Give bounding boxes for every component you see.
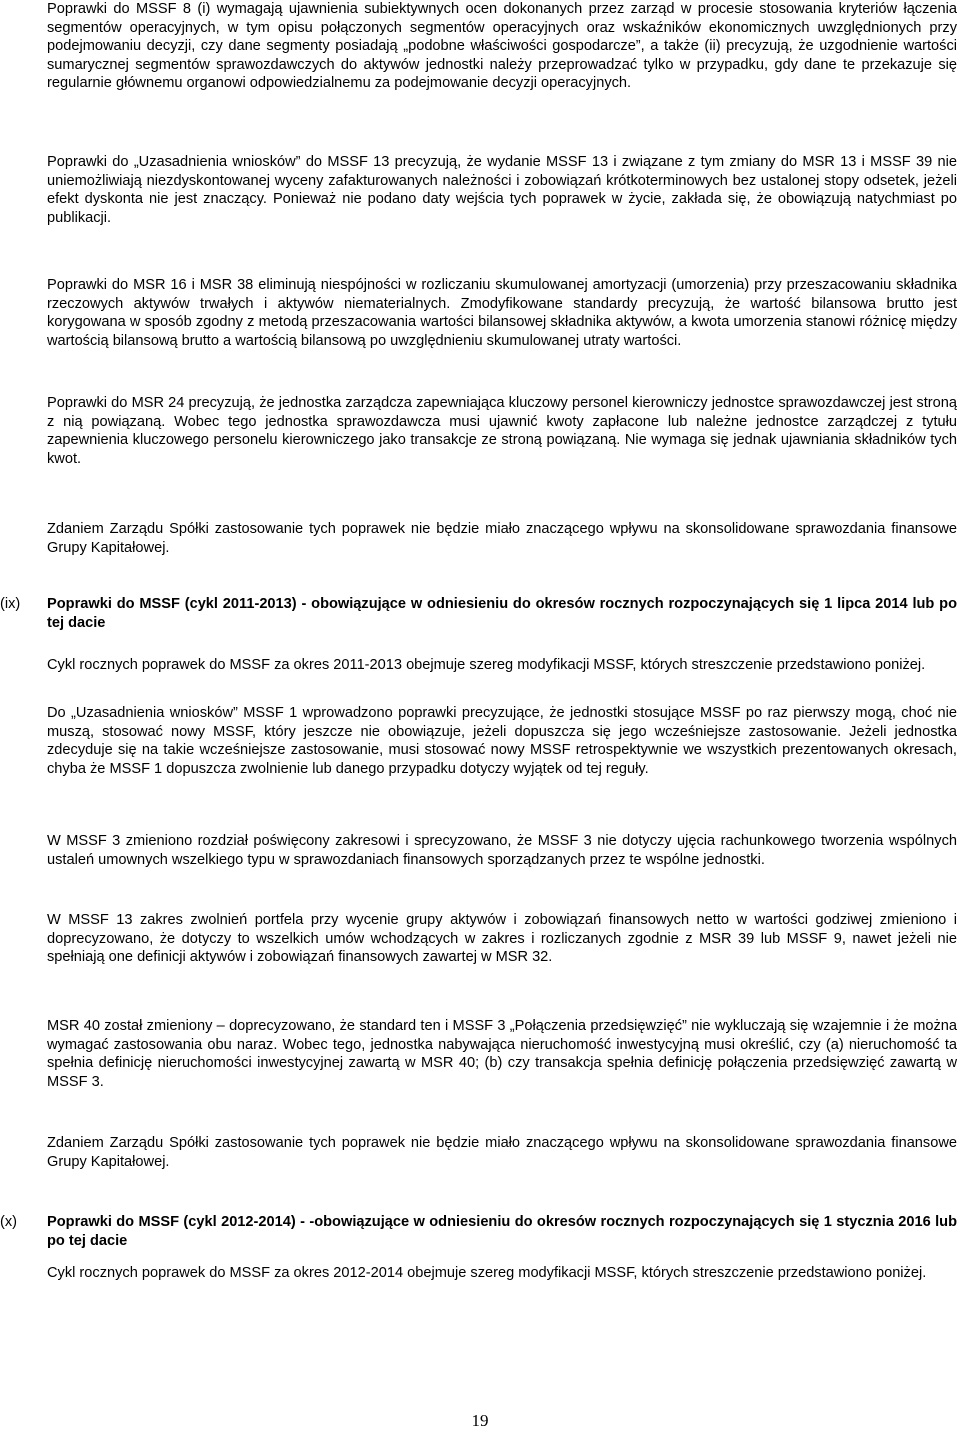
paragraph-segments: Poprawki do MSSF 8 (i) wymagają ujawnienia subiektywnych ocen dokonanych przez zarząd w procesie stosowania kryteriów łączenia segmentów operacyjnych, w tym opisu połączonych segmentów operacyjnych oraz wskaźników ekonomicznych uwzględnionych przy podejmowaniu decyzji, czy dane segmenty posiadają „podobne właściwości gospodarcze”, a także (ii) precyzują, że uzgodnienie wartości sumarycznej segmentów sprawozdawczych do aktywów jednostki należy przeprowadzać tylko w przypadku, gdy dane te przekazuje się regularnie głównemu organowi odpowiedzialnemu za podejmowanie decyzji operacyjnych.: [47, 1, 957, 92]
section-x-intro: Cykl rocznych poprawek do MSSF za okres 2012-2014 obejmuje szereg modyfikacji MSSF, których streszczenie przedstawiono poniżej.: [47, 1265, 927, 1281]
section-ix-board-opinion: Zdaniem Zarządu Spółki zastosowanie tych poprawek nie będzie miało znaczącego wpływu na skonsolidowane sprawozdania finansowe Grupy Kapitałowej.: [47, 1135, 957, 1170]
section-ix-mssf1: Do „Uzasadnienia wniosków” MSSF 1 wprowadzono poprawki precyzujące, że jednostki stosujące MSSF po raz pierwszy mogą, choć nie muszą, stosować nowy MSSF, który jeszcze nie obowiązuje, jeżeli dopuszcza się jego wcześniejsze zastosowanie. Jeżeli jednostka zdecyduje się na takie wcześniejsze zastosowanie, musi stosować nowy MSSF retrospektywnie we wszystkich prezentowanych okresach, chyba że MSSF 1 dopuszcza zwolnienie lub danego przypadku dotyczy wyjątek od tej reguły.: [47, 705, 957, 777]
paragraph-board-opinion-1: Zdaniem Zarządu Spółki zastosowanie tych poprawek nie będzie miało znaczącego wpływu na skonsolidowane sprawozdania finansowe Grupy Kapitałowej.: [47, 521, 957, 556]
paragraph-msr16-msr38: Poprawki do MSR 16 i MSR 38 eliminują niespójności w rozliczaniu skumulowanej amortyzacji (umorzenia) przy przeszacowaniu składnika rzeczowych aktywów trwałych i aktywów niematerialnych. Zmodyfikowane standardy precyzują, że wartość bilansowa brutto jest korygowana w sposób zgodny z metodą przeszacowania wartości bilansowej składnika aktywów, a kwota umorzenia stanowi różnicę między wartością bilansową brutto a wartością bilansową po uwzględnieniu skumulowanej utraty wartości.: [47, 277, 957, 349]
section-x-heading: Poprawki do MSSF (cykl 2012-2014) - -obowiązujące w odniesieniu do okresów rocznych rozpoczynających się 1 stycznia 2016 lub po tej dacie: [47, 1214, 957, 1249]
paragraph-msr24: Poprawki do MSR 24 precyzują, że jednostka zarządcza zapewniająca kluczowy personel kierowniczy jednostce sprawozdawczej jest stroną z nią powiązaną. Wobec tego jednostka sprawozdawcza musi ujawnić kwoty zapłacone lub należne jednostce zarządczej z tytułu zapewnienia kluczowego personelu kierowniczego jako transakcje ze stroną powiązaną. Nie wymaga się jednak ujawniania składników tych kwot.: [47, 395, 957, 467]
section-ix-mssf13: W MSSF 13 zakres zwolnień portfela przy wycenie grupy aktywów i zobowiązań finansowych netto w wartości godziwej zmieniono i doprecyzowano, że dotyczy to wszelkich umów wchodzących w zakres i rozliczanych zgodnie z MSR 39 lub MSSF 9, nawet jeżeli nie spełniają one definicji aktywów i zobowiązań finansowych zawartej w MSR 32.: [47, 912, 957, 966]
section-ix-marker: (ix): [0, 596, 21, 612]
section-ix-intro: Cykl rocznych poprawek do MSSF za okres 2011-2013 obejmuje szereg modyfikacji MSSF, których streszczenie przedstawiono poniżej.: [47, 657, 926, 673]
paragraph-mssf13-basis: Poprawki do „Uzasadnienia wniosków” do MSSF 13 precyzują, że wydanie MSSF 13 i związane z tym zmiany do MSR 13 i MSSF 39 nie uniemożliwiają niezdyskontowanej wyceny zafakturowanych należności i zobowiązań krótkoterminowych bez ustalonej stopy odsetek, jeżeli efekt dyskonta nie jest znaczący. Ponieważ nie podano daty wejścia tych poprawek w życie, zakłada się, że obowiązują natychmiast po publikacji.: [47, 154, 957, 226]
section-ix-msr40: MSR 40 został zmieniony – doprecyzowano, że standard ten i MSSF 3 „Połączenia przedsięwzięć” nie wykluczają się wzajemnie i że można wymagać zastosowania obu naraz. Wobec tego, jednostka nabywająca nieruchomość inwestycyjną musi określić, czy (a) nieruchomość ta spełnia definicję nieruchomości inwestycyjnej zawartą w MSR 40; (b) czy transakcja spełnia definicję połączenia przedsięwzięć zawartą w MSSF 3.: [47, 1018, 957, 1090]
page-number: 19: [471, 1411, 489, 1430]
section-ix-heading: Poprawki do MSSF (cykl 2011-2013) - obowiązujące w odniesieniu do okresów rocznych rozpoczynających się 1 lipca 2014 lub po tej dacie: [47, 596, 957, 631]
section-ix-mssf3: W MSSF 3 zmieniono rozdział poświęcony zakresowi i sprecyzowano, że MSSF 3 nie dotyczy ujęcia rachunkowego tworzenia wspólnych ustaleń umownych wszelkiego typu w sprawozdaniach finansowych sporządzanych przez te wspólne jednostki.: [47, 833, 957, 868]
section-x-marker: (x): [0, 1214, 18, 1230]
